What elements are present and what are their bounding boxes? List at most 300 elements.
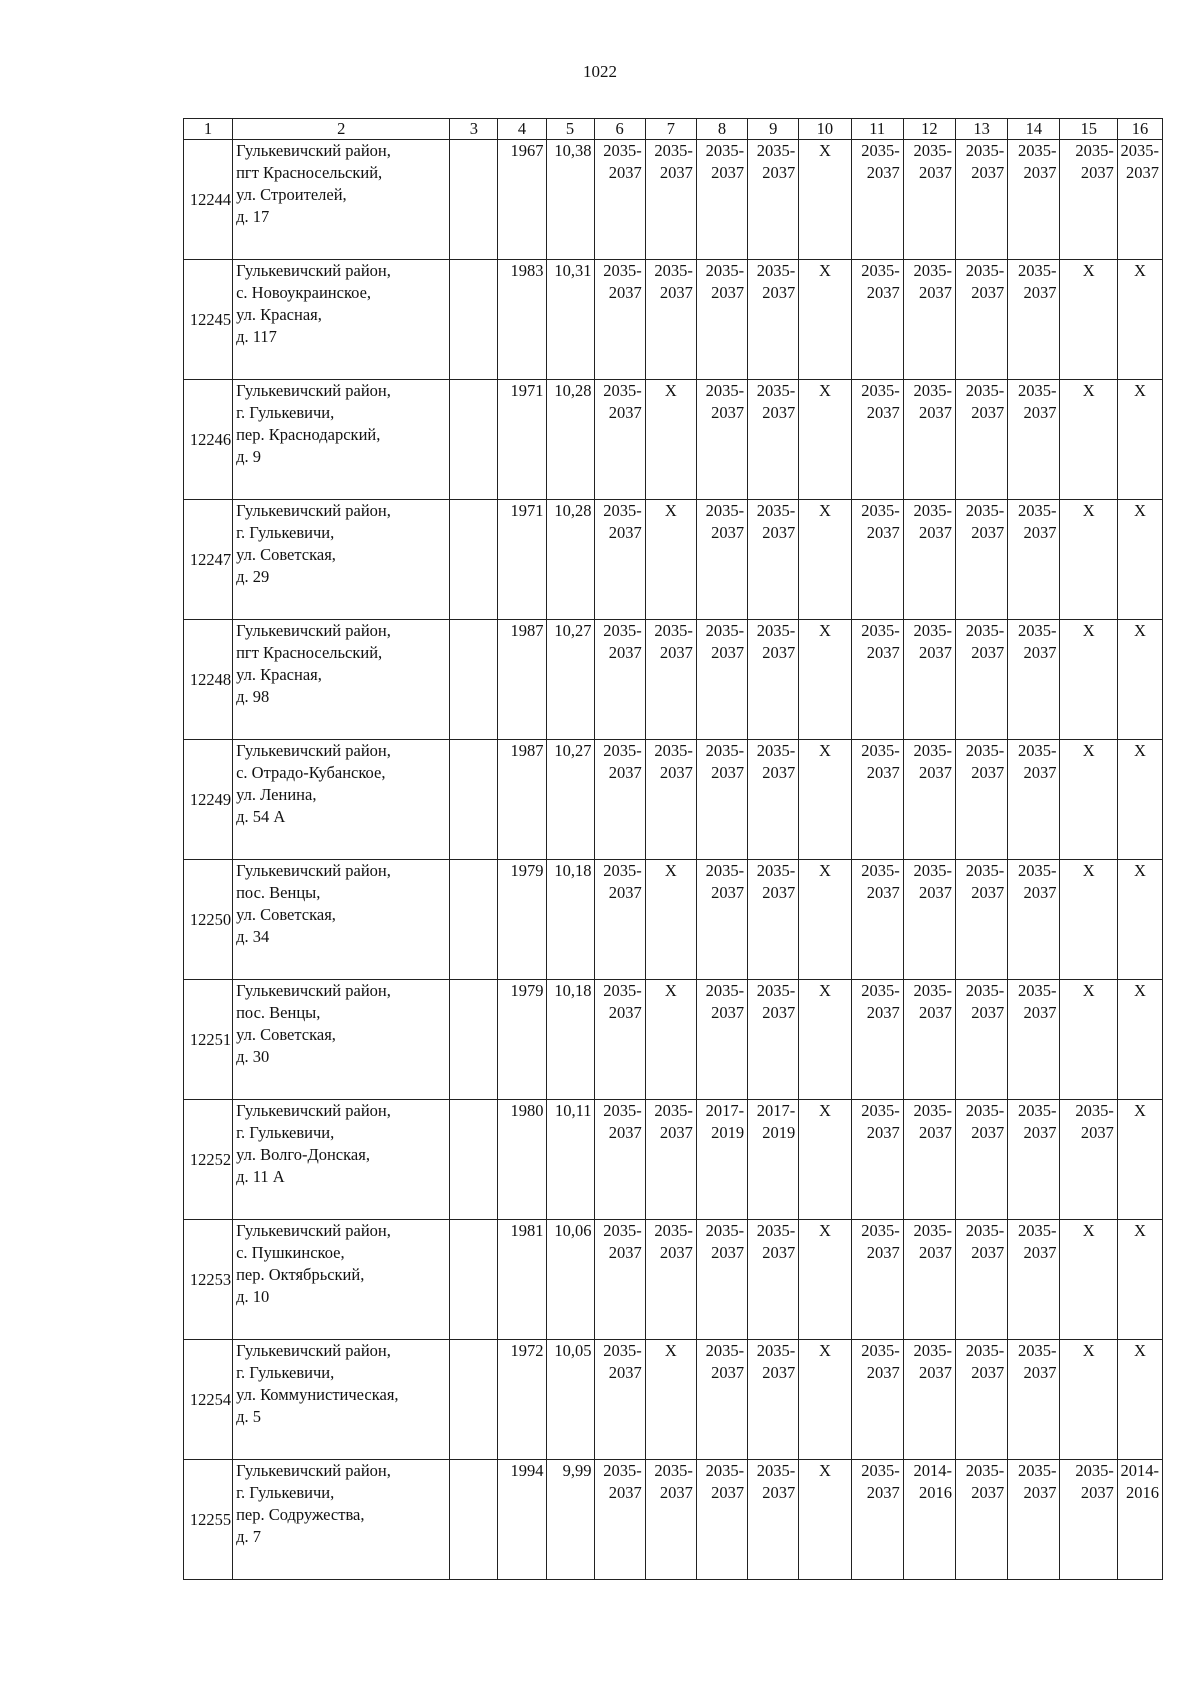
cell-line: ул. Советская, (236, 905, 336, 924)
table-row (184, 1460, 1163, 1580)
record-number: 12253 (184, 1220, 233, 1340)
cell-c10 (799, 980, 851, 1100)
cell-line: 2035- (965, 1461, 1005, 1480)
cell-line: 2037 (971, 523, 1005, 542)
record-number: 12254 (184, 1340, 233, 1460)
cell-line: 2016 (1126, 1483, 1159, 1502)
cell-c7 (645, 500, 696, 620)
cell-c15 (1060, 500, 1117, 620)
cell-c16 (1117, 980, 1162, 1100)
cell-line: г. Гулькевичи, (236, 1483, 335, 1502)
cell-c3 (450, 1340, 498, 1460)
cell-line: ул. Ленина, (236, 785, 317, 804)
cell-line: 2037 (1023, 883, 1057, 902)
cell-line: 2035- (1017, 1101, 1057, 1120)
cell-c13 (956, 140, 1008, 260)
cell-line: 2035- (1017, 1341, 1057, 1360)
cell-line: X (664, 1341, 677, 1360)
column-header-7: 7 (645, 119, 696, 140)
cell-line: г. Гулькевичи, (236, 1123, 335, 1142)
cell-line: пос. Венцы, (236, 1003, 321, 1022)
cell-c16 (1117, 260, 1162, 380)
cell-line: 2037 (608, 523, 642, 542)
cell-line: X (818, 981, 831, 1000)
cell-c14 (1008, 1460, 1060, 1580)
cell-c3 (450, 1220, 498, 1340)
column-header-10: 10 (799, 119, 851, 140)
column-header-4: 4 (498, 119, 546, 140)
cell-c14 (1008, 140, 1060, 260)
cell-line: 2035- (861, 1221, 900, 1240)
cell-line: 2037 (762, 403, 796, 422)
cell-c3 (450, 860, 498, 980)
cell-line: 2037 (1023, 283, 1057, 302)
cell-line: 2035- (913, 141, 952, 160)
cell-c11 (851, 860, 903, 980)
cell-line: X (818, 381, 831, 400)
cell-line: Гулькевичский район, (236, 621, 391, 640)
cell-c12 (903, 1100, 955, 1220)
column-header-1: 1 (184, 119, 233, 140)
cell-line: 2037 (971, 283, 1005, 302)
cell-c9 (748, 380, 799, 500)
cell-line: пер. Содружества, (236, 1505, 365, 1524)
cell-line: 2037 (608, 1363, 642, 1382)
cell-line: 2037 (971, 1123, 1005, 1142)
cell-c10 (799, 620, 851, 740)
cell-c9 (748, 1220, 799, 1340)
cell-line: 2035- (913, 1101, 952, 1120)
cell-c12 (903, 860, 955, 980)
cell-line: 2037 (711, 763, 745, 782)
cell-line: 2037 (762, 163, 796, 182)
cell-line: 2014- (1120, 1461, 1159, 1480)
cell-c3 (450, 260, 498, 380)
column-header-3: 3 (450, 119, 498, 140)
cell-c6 (594, 860, 645, 980)
cell-line: 2035- (861, 381, 900, 400)
table-row (184, 260, 1163, 380)
cell-c15 (1060, 980, 1117, 1100)
cell-line: 2017- (756, 1101, 796, 1120)
cell-line: д. 117 (236, 327, 277, 346)
cell-line: Гулькевичский район, (236, 1221, 391, 1240)
record-number: 12250 (184, 860, 233, 980)
cell-c16 (1117, 860, 1162, 980)
cell-line: д. 5 (236, 1407, 261, 1426)
cell-line: 2035- (603, 381, 642, 400)
cell-c5: 10,05 (546, 1340, 594, 1460)
cell-c9 (748, 620, 799, 740)
cell-c15 (1060, 260, 1117, 380)
cell-line: X (1134, 861, 1146, 880)
cell-line: д. 30 (236, 1047, 270, 1066)
page-number: 1022 (583, 62, 617, 81)
cell-c8 (696, 500, 747, 620)
cell-line: 2035- (603, 501, 642, 520)
cell-c10 (799, 500, 851, 620)
cell-c15 (1060, 860, 1117, 980)
cell-line: 2035- (1017, 261, 1057, 280)
cell-line: X (818, 1341, 831, 1360)
cell-line: 2037 (1023, 403, 1057, 422)
cell-c13 (956, 620, 1008, 740)
cell-line: 2035- (705, 741, 745, 760)
cell-c7 (645, 260, 696, 380)
cell-c8 (696, 1340, 747, 1460)
cell-c9 (748, 1340, 799, 1460)
cell-c4: 1994 (498, 1460, 546, 1580)
cell-c8 (696, 380, 747, 500)
cell-c6 (594, 380, 645, 500)
cell-c4: 1981 (498, 1220, 546, 1340)
table-row (184, 980, 1163, 1100)
cell-line: 2035- (861, 1101, 900, 1120)
cell-line: 2035- (913, 861, 952, 880)
cell-line: X (1134, 981, 1146, 1000)
cell-line: ул. Волго-Донская, (236, 1145, 370, 1164)
cell-line: 2035- (965, 261, 1005, 280)
cell-line: 2037 (608, 1243, 642, 1262)
cell-c13 (956, 1220, 1008, 1340)
cell-line: 2035- (861, 141, 900, 160)
cell-c8 (696, 860, 747, 980)
cell-c13 (956, 380, 1008, 500)
cell-line: 2037 (659, 763, 693, 782)
cell-line: Гулькевичский район, (236, 501, 391, 520)
cell-line: 2037 (919, 1123, 952, 1142)
cell-line: 2037 (711, 523, 745, 542)
cell-c9 (748, 500, 799, 620)
cell-line: 2037 (866, 1003, 900, 1022)
cell-c14 (1008, 740, 1060, 860)
cell-line: X (818, 141, 831, 160)
cell-line: 2037 (608, 283, 642, 302)
cell-line: пгт Красносельский, (236, 163, 383, 182)
table-row (184, 1220, 1163, 1340)
cell-line: 2035- (603, 1341, 642, 1360)
cell-line: Гулькевичский район, (236, 981, 391, 1000)
cell-line: 2037 (919, 163, 952, 182)
record-number: 12251 (184, 980, 233, 1100)
cell-line: X (1134, 1101, 1146, 1120)
cell-line: 2035- (913, 981, 952, 1000)
cell-line: 2037 (659, 643, 693, 662)
cell-line: X (1134, 381, 1146, 400)
cell-line: Гулькевичский район, (236, 141, 391, 160)
cell-c7 (645, 1220, 696, 1340)
record-number: 12248 (184, 620, 233, 740)
cell-line: 2037 (919, 1243, 952, 1262)
header-row (184, 119, 1163, 140)
cell-line: 2035- (965, 1341, 1005, 1360)
cell-c3 (450, 500, 498, 620)
cell-line: ул. Красная, (236, 305, 322, 324)
cell-c11 (851, 500, 903, 620)
cell-c9 (748, 860, 799, 980)
cell-c12 (903, 500, 955, 620)
cell-c12 (903, 260, 955, 380)
column-header-15: 15 (1060, 119, 1117, 140)
cell-line: 2037 (866, 1363, 900, 1382)
cell-c12 (903, 1460, 955, 1580)
cell-line: 2035- (965, 381, 1005, 400)
cell-line: 2037 (971, 163, 1005, 182)
cell-line: Гулькевичский район, (236, 741, 391, 760)
cell-line: 2035- (756, 1341, 796, 1360)
cell-line: 2037 (971, 643, 1005, 662)
record-number: 12246 (184, 380, 233, 500)
cell-c12 (903, 380, 955, 500)
cell-c10 (799, 860, 851, 980)
cell-line: 2035- (1017, 621, 1057, 640)
cell-c7 (645, 1460, 696, 1580)
cell-c3 (450, 140, 498, 260)
cell-line: 2037 (971, 403, 1005, 422)
cell-line: 2014- (913, 1461, 952, 1480)
cell-c4: 1979 (498, 860, 546, 980)
cell-c5: 10,18 (546, 860, 594, 980)
cell-line: 2037 (866, 1243, 900, 1262)
cell-c9 (748, 260, 799, 380)
cell-line: 2037 (659, 1123, 693, 1142)
cell-line: X (1082, 741, 1095, 760)
cell-c5: 10,28 (546, 380, 594, 500)
cell-c4: 1980 (498, 1100, 546, 1220)
cell-line: 2035- (965, 501, 1005, 520)
cell-c7 (645, 740, 696, 860)
cell-line: 2035- (756, 981, 796, 1000)
cell-c10 (799, 1460, 851, 1580)
cell-line: ул. Советская, (236, 545, 336, 564)
cell-line: 2037 (762, 763, 796, 782)
cell-line: 2037 (608, 1003, 642, 1022)
cell-c13 (956, 1340, 1008, 1460)
cell-c12 (903, 620, 955, 740)
cell-line: 2035- (1017, 1461, 1057, 1480)
cell-c6 (594, 1100, 645, 1220)
cell-line: X (818, 1461, 831, 1480)
cell-c8 (696, 740, 747, 860)
cell-c14 (1008, 860, 1060, 980)
cell-line: 2035- (861, 621, 900, 640)
cell-line: с. Пушкинское, (236, 1243, 345, 1262)
cell-line: X (1082, 1221, 1095, 1240)
cell-c12 (903, 140, 955, 260)
cell-line: X (1082, 501, 1095, 520)
cell-c16 (1117, 140, 1162, 260)
cell-line: 2037 (1023, 763, 1057, 782)
cell-line: 2035- (603, 261, 642, 280)
cell-line: Гулькевичский район, (236, 261, 391, 280)
cell-c4: 1971 (498, 380, 546, 500)
cell-line: 2037 (762, 283, 796, 302)
cell-c12 (903, 1220, 955, 1340)
cell-line: 2037 (762, 1363, 796, 1382)
cell-line: д. 29 (236, 567, 270, 586)
cell-c11 (851, 1220, 903, 1340)
cell-line: ул. Советская, (236, 1025, 336, 1044)
cell-c14 (1008, 260, 1060, 380)
cell-line: 2017- (705, 1101, 745, 1120)
cell-line: 2037 (1023, 1003, 1057, 1022)
cell-line: 2037 (608, 1483, 642, 1502)
cell-line: 2035- (1017, 861, 1057, 880)
cell-line: 2035- (913, 1341, 952, 1360)
cell-line: 2035- (861, 981, 900, 1000)
address-cell (233, 1460, 450, 1580)
cell-line: 2035- (965, 1221, 1005, 1240)
cell-c15 (1060, 740, 1117, 860)
cell-line: 2035- (705, 621, 745, 640)
cell-line: 2035- (861, 501, 900, 520)
cell-line: 2035- (603, 1101, 642, 1120)
cell-c16 (1117, 1340, 1162, 1460)
cell-c4: 1971 (498, 500, 546, 620)
cell-line: 2035- (756, 621, 796, 640)
cell-c15 (1060, 1340, 1117, 1460)
cell-line: 2035- (654, 261, 693, 280)
cell-c8 (696, 620, 747, 740)
cell-c13 (956, 860, 1008, 980)
cell-line: 2019 (711, 1123, 745, 1142)
cell-line: 2019 (762, 1123, 796, 1142)
cell-c14 (1008, 500, 1060, 620)
cell-line: 2037 (1126, 163, 1159, 182)
cell-line: 2037 (866, 643, 900, 662)
cell-line: 2035- (965, 741, 1005, 760)
cell-line: 2035- (965, 861, 1005, 880)
cell-c5: 10,27 (546, 620, 594, 740)
cell-line: 2035- (913, 1221, 952, 1240)
cell-c16 (1117, 380, 1162, 500)
record-number: 12252 (184, 1100, 233, 1220)
cell-line: 2037 (919, 1363, 952, 1382)
cell-c6 (594, 980, 645, 1100)
cell-c3 (450, 380, 498, 500)
cell-c11 (851, 260, 903, 380)
cell-line: 2035- (654, 1461, 693, 1480)
address-cell (233, 620, 450, 740)
cell-line: 2037 (919, 883, 952, 902)
cell-line: 2037 (608, 1123, 642, 1142)
cell-line: 2035- (1017, 381, 1057, 400)
cell-line: 2035- (1120, 141, 1159, 160)
cell-line: 2037 (711, 403, 745, 422)
cell-line: 2037 (919, 403, 952, 422)
cell-c9 (748, 1100, 799, 1220)
cell-c13 (956, 1100, 1008, 1220)
cell-line: д. 10 (236, 1287, 270, 1306)
cell-line: 2035- (705, 1221, 745, 1240)
cell-line: 2035- (965, 141, 1005, 160)
cell-line: 2037 (919, 523, 952, 542)
column-header-13: 13 (956, 119, 1008, 140)
cell-c5: 10,11 (546, 1100, 594, 1220)
cell-c8 (696, 980, 747, 1100)
cell-line: X (818, 861, 831, 880)
cell-line: 2037 (659, 283, 693, 302)
cell-c11 (851, 980, 903, 1100)
cell-line: 2037 (711, 1003, 745, 1022)
cell-line: 2035- (913, 501, 952, 520)
cell-line: 2035- (1017, 741, 1057, 760)
cell-line: Гулькевичский район, (236, 1461, 391, 1480)
cell-line: X (1134, 1341, 1146, 1360)
cell-line: 2035- (603, 621, 642, 640)
cell-line: 2035- (1075, 141, 1114, 160)
cell-line: 2037 (919, 283, 952, 302)
table-body (184, 140, 1163, 1580)
cell-c12 (903, 740, 955, 860)
cell-line: 2035- (1017, 501, 1057, 520)
cell-c8 (696, 1100, 747, 1220)
cell-line: 2035- (1075, 1461, 1114, 1480)
cell-line: X (818, 621, 831, 640)
table-row (184, 1340, 1163, 1460)
cell-line: 2037 (1023, 1123, 1057, 1142)
column-header-14: 14 (1008, 119, 1060, 140)
cell-line: 2035- (861, 861, 900, 880)
cell-line: 2037 (762, 1003, 796, 1022)
address-cell (233, 260, 450, 380)
cell-line: 2035- (1075, 1101, 1114, 1120)
cell-line: 2035- (705, 381, 745, 400)
cell-line: 2037 (608, 883, 642, 902)
cell-line: Гулькевичский район, (236, 1101, 391, 1120)
cell-line: 2037 (1023, 523, 1057, 542)
cell-c5: 10,27 (546, 740, 594, 860)
cell-line: г. Гулькевичи, (236, 1363, 335, 1382)
cell-c7 (645, 980, 696, 1100)
cell-line: ул. Красная, (236, 665, 322, 684)
cell-line: 2035- (756, 141, 796, 160)
cell-line: д. 9 (236, 447, 261, 466)
cell-c6 (594, 500, 645, 620)
cell-line: Гулькевичский район, (236, 381, 391, 400)
cell-c10 (799, 1220, 851, 1340)
cell-line: 2037 (1023, 163, 1057, 182)
cell-line: 2037 (919, 643, 952, 662)
cell-line: 2037 (866, 1483, 900, 1502)
table-row (184, 620, 1163, 740)
cell-line: 2037 (711, 1243, 745, 1262)
cell-line: 2035- (603, 1221, 642, 1240)
record-number: 12249 (184, 740, 233, 860)
cell-line: X (664, 381, 677, 400)
cell-line: 2035- (1017, 1221, 1057, 1240)
cell-c11 (851, 1340, 903, 1460)
cell-line: 2037 (762, 883, 796, 902)
column-header-9: 9 (748, 119, 799, 140)
cell-line: X (1134, 621, 1146, 640)
cell-c5: 10,06 (546, 1220, 594, 1340)
address-cell (233, 740, 450, 860)
cell-line: 2035- (913, 621, 952, 640)
cell-line: 2035- (603, 141, 642, 160)
cell-line: X (818, 261, 831, 280)
cell-line: 2035- (913, 261, 952, 280)
cell-line: X (664, 981, 677, 1000)
record-number: 12244 (184, 140, 233, 260)
address-cell (233, 380, 450, 500)
cell-line: 2035- (654, 741, 693, 760)
cell-line: 2037 (866, 403, 900, 422)
cell-c10 (799, 740, 851, 860)
table-row (184, 860, 1163, 980)
cell-line: 2035- (861, 261, 900, 280)
cell-line: 2037 (971, 1003, 1005, 1022)
